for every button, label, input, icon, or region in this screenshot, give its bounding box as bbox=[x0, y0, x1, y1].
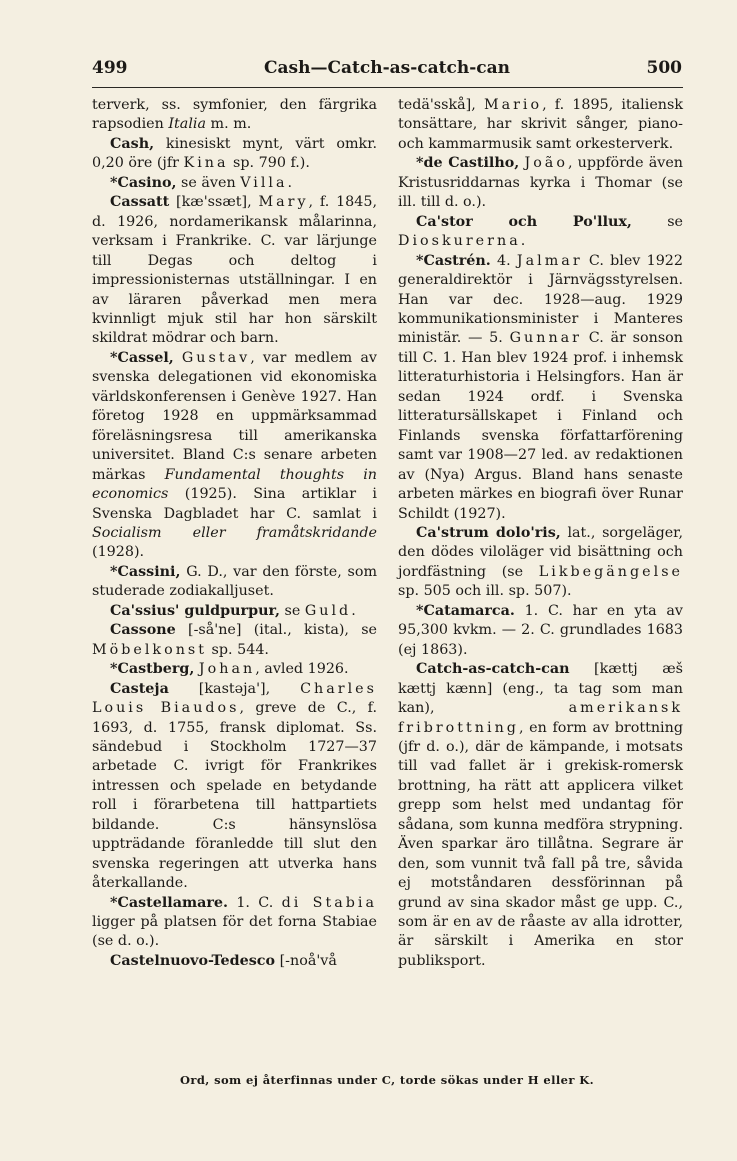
page-number-left: 499 bbox=[92, 58, 128, 78]
headword: *Casino, bbox=[110, 174, 177, 191]
entry-cash: Cash, kinesiskt mynt, värt omkr. 0,20 öre (jfr Kina sp. 790 f.). bbox=[92, 135, 377, 172]
entry-castren: *Castrén. 4. Jalmar C. blev 1922 generaldirektör i Järnvägsstyrelsen. Han var dec. 1928—aug. 1929 kommunikationsminister i Manteres ministär. — 5. Gunnar C. är sonson till C. 1. Han blev 1924 prof. i inhemsk litteraturhistoria i Helsingfors. Han är sedan 1924 ordf. i Svenska litteratursällskapet i Finland och Finlands svenska författarförening samt var 1908—27 led. av redaktionen av (Nya) Argus. Bland hans senaste arbeten märkes en biografi över Runar Schildt (1927). bbox=[398, 252, 683, 522]
headword: Catch-as-catch-can bbox=[416, 661, 570, 678]
entry-castilho: *de Castilho, João, uppförde även Kristusriddarnas kyrka i Thomar (se ill. till d. o.). bbox=[398, 155, 684, 211]
headword: Ca'ssius' guldpurpur, bbox=[110, 602, 280, 619]
page-number-right: 500 bbox=[646, 58, 682, 78]
headword: Cassone bbox=[110, 622, 176, 639]
entry-casteja: Casteja [kastəja'], Charles Louis Biaudos, greve de C., f. 1693, d. 1755, fransk diplomat. Ss. sändebud i Stockholm 1727—37 arbetade C. ivrigt för Frankrikes intressen och spelade en betydande roll i förarbetena till hattpartiets bildande. C:s hänsynslösa uppträdande föranledde till slut den svenska regeringen att utverka hans återkallande. bbox=[92, 680, 378, 892]
headword: Castelnuovo-Tedesco bbox=[110, 952, 276, 969]
entry-catch-as-catch-can: Catch-as-catch-can [kættj æš kættj kænn] (eng., ta tag som man kan), amerikansk fribrottning, en form av brottning (jfr d. o.), där de kämpande, i motsats till vad fallet är i grekisk-romersk brottning, ha rätt att applicera vilket grepp som helst med undantag för sådana, som kunna medföra strypning. Även sparkar äro tillåtna. Segrare är den, som vunnit två fall på tre, såvida ej motståndaren dessförinnan på grund av sina skador måst ge upp. C., som är en av de råaste av alla idrotter, är särskilt i Amerika en stor publiksport. bbox=[398, 661, 683, 969]
entry-castellamare: *Castellamare. 1. C. di Stabia ligger på platsen för det forna Stabiae (se d. o.). bbox=[92, 894, 377, 950]
page-header bbox=[92, 58, 682, 82]
entry-cassius: Ca'ssius' guldpurpur, se Guld. bbox=[110, 602, 356, 619]
headword: *Castberg, bbox=[110, 661, 195, 678]
entry-castelnuovo: Castelnuovo-Tedesco [-noå'vå bbox=[110, 952, 337, 969]
headword: Casteja bbox=[110, 680, 169, 697]
headword: *Cassini, bbox=[110, 563, 181, 580]
right-column bbox=[398, 96, 683, 971]
headword: Cash, bbox=[110, 135, 155, 152]
headword: Ca'stor och Po'llux, bbox=[416, 213, 632, 230]
entry-castelnuovo-continuation: tedä'sskå], Mario, f. 1895, italiensk tonsättare, har skrivit sånger, piano- och kammarmusik samt orkesterverk. bbox=[398, 97, 683, 152]
headword: Ca'strum dolo'ris, bbox=[416, 524, 561, 541]
headword: *Catamarca. bbox=[416, 602, 515, 619]
headword: Cassatt bbox=[110, 194, 170, 211]
headword: *Castellamare. bbox=[110, 894, 228, 911]
entry-continuation: terverk, ss. symfonier, den färgrika rapsodien Italia m. m. bbox=[92, 97, 377, 133]
entry-castrum-doloris: Ca'strum dolo'ris, lat., sorgeläger, den dödes viloläger vid bisättning och jordfästning (se Likbegängelse sp. 505 och ill. sp. 507). bbox=[398, 524, 683, 600]
entry-castor-pollux: Ca'stor och Po'llux, se Dioskurerna. bbox=[398, 213, 683, 250]
running-title: Cash—Catch-as-catch-can bbox=[264, 58, 510, 78]
left-column bbox=[92, 96, 377, 971]
entry-catamarca: *Catamarca. 1. C. har en yta av 95,300 kvkm. — 2. C. grundlades 1683 (ej 1863). bbox=[398, 602, 683, 658]
entry-castberg: *Castberg, Johan, avled 1926. bbox=[110, 661, 349, 678]
entry-casino: *Casino, se även Villa. bbox=[110, 174, 293, 191]
entry-cassini: *Cassini, G. D., var den förste, som studerade zodiakalljuset. bbox=[92, 563, 377, 600]
entry-cassatt: Cassatt [kæ'ssæt], Mary, f. 1845, d. 1926, nordamerikansk målarinna, verksam i Frankrike. C. var lärjunge till Degas och deltog i impressionisternas utställningar. I en av läraren påverkad men mera kvinnligt mjuk stil har hon särskilt skildrat mödrar och barn. bbox=[92, 194, 377, 347]
entry-cassone: Cassone [-så'ne] (ital., kista), se Möbelkonst sp. 544. bbox=[92, 622, 377, 658]
footer-note: Ord, som ej återfinnas under C, torde sökas under H eller K. bbox=[179, 1073, 595, 1087]
entry-cassel: *Cassel, Gustav, var medlem av svenska delegationen vid ekonomiska världskonferensen i Genève 1927. Han företog 1928 en uppmärksammad föreläsningsresa till amerikanska universitet. Bland C:s senare arbeten märkas Fundamental thoughts in economics (1925). Sina artiklar i Svenska Dagbladet har C. samlat i Socialism eller framåtskridande (1928). bbox=[92, 349, 377, 561]
headword: *Castrén. bbox=[416, 252, 491, 269]
headword: *Cassel, bbox=[110, 349, 174, 366]
headword: *de Castilho, bbox=[416, 155, 520, 172]
header-rule bbox=[92, 87, 683, 88]
